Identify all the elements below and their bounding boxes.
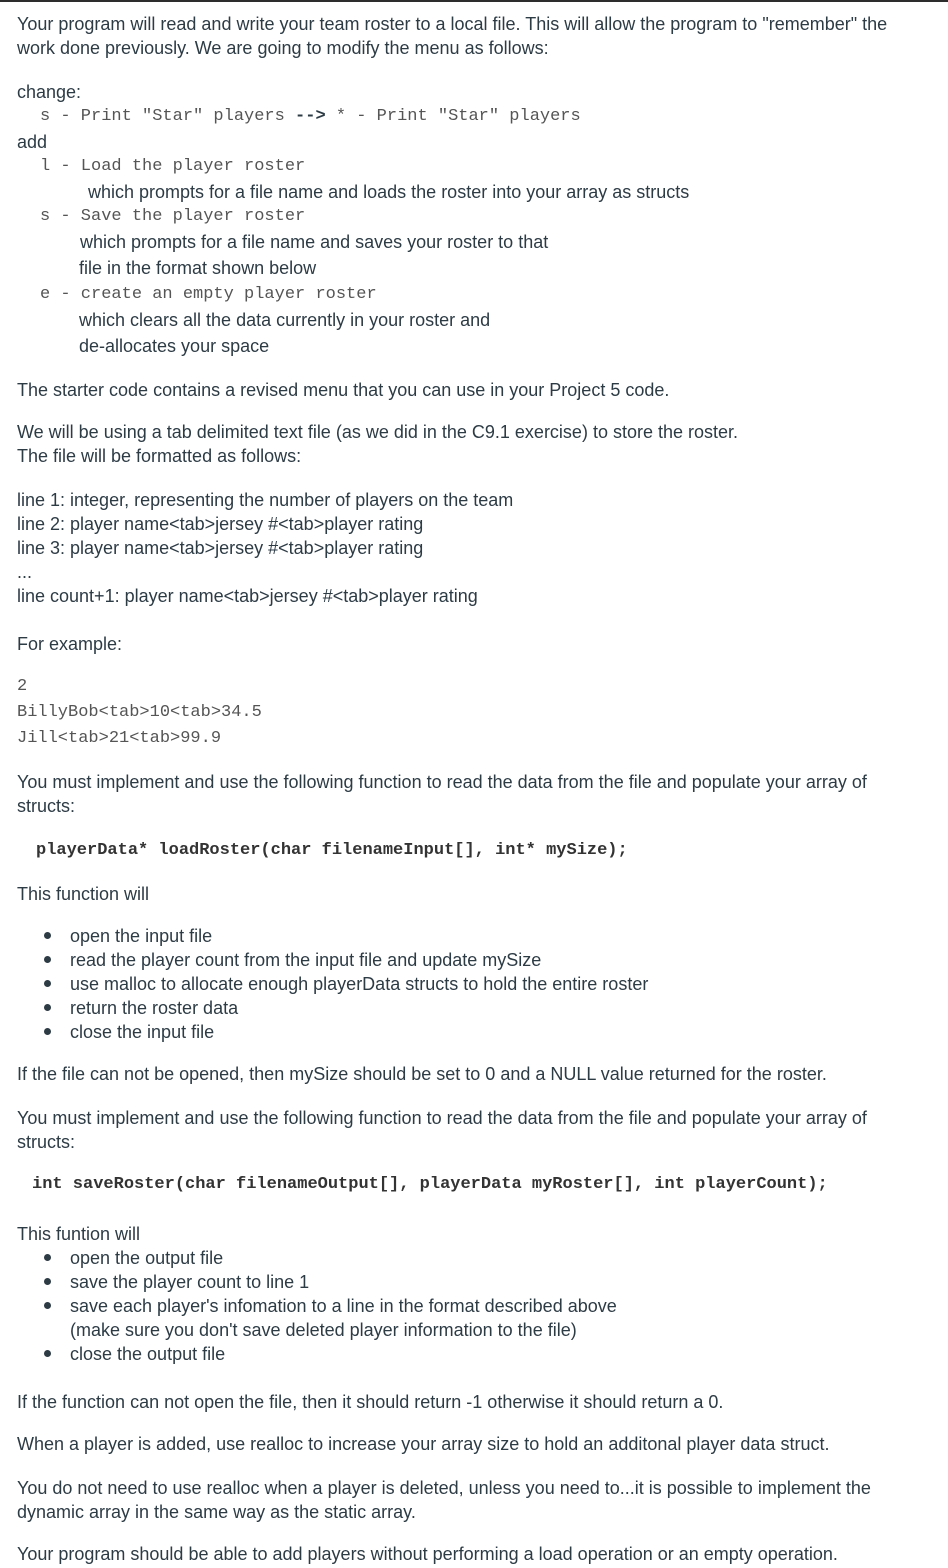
bullet-dot (44, 956, 51, 963)
bullet-dot (44, 1004, 51, 1011)
bullet-dot (44, 1302, 51, 1309)
format-line-last: line count+1: player name<tab>jersey #<tab>player rating (17, 586, 478, 606)
menu-item-empty-desc-2: de-allocates your space (79, 336, 270, 356)
menu-item-empty-desc-1: which clears all the data currently in your roster and (79, 310, 491, 330)
example-line-3: Jill<tab>21<tab>99.9 (17, 729, 222, 748)
change-label: change: (17, 82, 82, 102)
save-bullet-4: close the output file (70, 1344, 226, 1364)
bullet-dot (44, 1278, 51, 1285)
load-signature: playerData* loadRoster(char filenameInput[], int* mySize); (36, 841, 628, 860)
example-label: For example: (17, 634, 123, 654)
load-intro-2: structs: (17, 796, 76, 816)
bullet-dot (44, 1350, 51, 1357)
delete-note-2: dynamic array in the same way as the static array. (17, 1502, 416, 1522)
load-bullet-1: open the input file (70, 926, 213, 946)
top-border (0, 0, 948, 2)
menu-item-load: l - Load the player roster (40, 157, 306, 176)
format-line-1: line 1: integer, representing the number of players on the team (17, 490, 514, 510)
format-line-3: line 3: player name<tab>jersey #<tab>player rating (17, 538, 424, 558)
load-bullet-3: use malloc to allocate enough playerData structs to hold the entire roster (70, 974, 649, 994)
save-intro-1: You must implement and use the following function to read the data from the file and populate your array of (17, 1108, 867, 1128)
menu-item-save-desc-1: which prompts for a file name and saves your roster to that (80, 232, 549, 252)
save-intro-2: structs: (17, 1132, 76, 1152)
final-note: Your program should be able to add players without performing a load operation or an empty operation. (17, 1544, 838, 1564)
file-format-line-1: We will be using a tab delimited text file (as we did in the C9.1 exercise) to store the roster. (17, 422, 739, 442)
menu-item-load-desc: which prompts for a file name and loads the roster into your array as structs (88, 182, 690, 202)
format-ellipsis: ... (17, 562, 33, 582)
menu-item-save-desc-2: file in the format shown below (79, 258, 317, 278)
save-bullet-3-cont: (make sure you don't save deleted player information to the file) (70, 1320, 577, 1340)
load-intro-1: You must implement and use the following function to read the data from the file and populate your array of (17, 772, 867, 792)
realloc-note: When a player is added, use realloc to increase your array size to hold an additonal player data struct. (17, 1434, 830, 1454)
load-bullet-2: read the player count from the input file and update mySize (70, 950, 542, 970)
menu-item-empty: e - create an empty player roster (40, 285, 377, 304)
menu-change-to: * - Print "Star" players (335, 107, 581, 126)
save-bullet-2: save the player count to line 1 (70, 1272, 310, 1292)
load-will-label: This function will (17, 884, 150, 904)
arrow: --> (295, 107, 326, 126)
starter-note: The starter code contains a revised menu that you can use in your Project 5 code. (17, 380, 670, 400)
bullet-dot (44, 932, 51, 939)
bullet-dot (44, 1254, 51, 1261)
save-error-note: If the function can not open the file, then it should return -1 otherwise it should return a 0. (17, 1392, 724, 1412)
example-line-1: 2 (17, 677, 28, 696)
save-bullet-1: open the output file (70, 1248, 224, 1268)
bullet-dot (44, 1028, 51, 1035)
menu-item-save: s - Save the player roster (40, 207, 306, 226)
example-line-2: BillyBob<tab>10<tab>34.5 (17, 703, 262, 722)
bullet-dot (44, 980, 51, 987)
delete-note-1: You do not need to use realloc when a player is deleted, unless you need to...it is possible to implement the (17, 1478, 871, 1498)
menu-change-from: s - Print "Star" players (40, 107, 285, 126)
save-bullet-3: save each player's infomation to a line in the format described above (70, 1296, 617, 1316)
save-signature: int saveRoster(char filenameOutput[], playerData myRoster[], int playerCount); (32, 1175, 828, 1194)
add-label: add (17, 132, 48, 152)
format-line-2: line 2: player name<tab>jersey #<tab>player rating (17, 514, 424, 534)
file-format-line-2: The file will be formatted as follows: (17, 446, 302, 466)
intro-line-1: Your program will read and write your team roster to a local file. This will allow the program to "remember" the (17, 14, 888, 34)
intro-line-2: work done previously. We are going to modify the menu as follows: (17, 38, 549, 58)
load-error-note: If the file can not be opened, then mySize should be set to 0 and a NULL value returned for the roster. (17, 1064, 827, 1084)
load-bullet-4: return the roster data (70, 998, 239, 1018)
save-will-label: This funtion will (17, 1224, 141, 1244)
menu-change-line (40, 105, 581, 129)
load-bullet-5: close the input file (70, 1022, 215, 1042)
